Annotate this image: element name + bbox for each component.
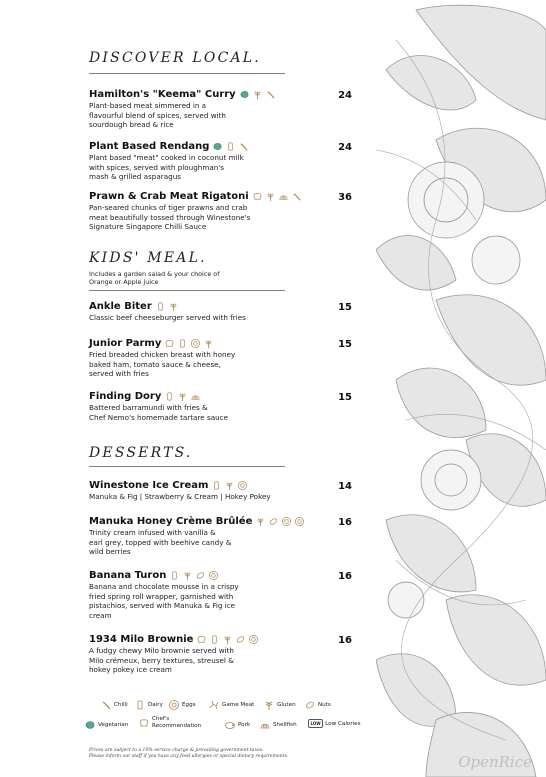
chilli-icon [238,141,249,152]
dairy-icon [211,480,222,491]
item-name: Winestone Ice Cream [89,480,209,491]
item-desc-line: Battered barramundi with fries & [89,403,208,412]
legend-label-group [152,716,201,729]
legend-label: Nuts [318,702,331,708]
nuts-icon [268,516,279,527]
item-desc-line: served with fries [89,369,149,379]
gluten-icon [252,89,263,100]
chilli-icon [265,89,276,100]
item-desc-line: Signature Singapore Chilli Sauce [89,222,207,232]
menu-item [89,516,351,557]
legend-label: Chef's [152,716,170,722]
item-desc-line: Chef Nemo's homemade tartare sauce [89,412,229,422]
shellfish-icon [190,391,201,402]
dairy-icon [155,301,166,312]
item-desc-line: Banana and chocolate mousse in a crispy [89,582,239,591]
menu-item [89,89,351,130]
chilli-icon [100,699,112,711]
footer-note [89,748,288,760]
item-price: 36 [338,192,352,203]
eggs-icon [208,570,219,581]
gluten-icon [265,191,276,202]
legend-chefs-recommendation [138,716,201,729]
eggs-icon [168,699,180,711]
item-desc-line: Pan-seared chunks of tiger prawns and crab [89,203,248,212]
item-desc-line: fried spring roll wrapper, garnished with [89,591,234,601]
menu-item [89,570,351,620]
gluten-icon [263,699,275,711]
chilli-icon [291,191,302,202]
item-name: Ankle Biter [89,301,152,312]
item-desc-line: A fudgy chewy Milo brownie served with [89,646,234,655]
legend-eggs [168,699,196,711]
gluten-icon [224,480,235,491]
menu-item [89,480,351,502]
eggs-icon [190,338,201,349]
section-title-kids: KIDS' MEAL. [89,250,207,266]
item-price: 15 [338,339,352,350]
legend-nuts [304,699,331,711]
item-price: 16 [338,571,352,582]
vegetarian-icon [212,141,223,152]
item-price: 15 [338,302,352,313]
legend-label: Shellfish [273,722,297,728]
item-desc-line: flavourful blend of spices, served with [89,110,226,120]
item-name: Junior Parmy [89,338,162,349]
dairy-icon [209,634,220,645]
item-name: Hamilton's "Keema" Curry [89,89,236,100]
item-desc-line: mash & grilled asparagus [89,172,181,182]
item-desc-line: Classic beef cheeseburger served with fries [89,313,246,322]
legend-game-meat [208,699,254,711]
legend-chilli [100,699,128,711]
menu-item [89,301,351,323]
kids-note-line: Orange or Apple juice [89,278,159,286]
menu-item [89,634,351,675]
item-desc-line: cream [89,610,112,620]
legend-label: Low Calories [325,720,361,727]
shellfish-icon [259,719,271,731]
item-desc-line: sourdough bread & rice [89,120,174,130]
chefs-recommendation-icon [252,191,263,202]
legend-label: Game Meat [222,702,255,708]
legend-label: Dairy [148,702,163,708]
item-name: Banana Turon [89,570,167,581]
legend-label: Chilli [114,702,128,708]
dairy-icon [225,141,236,152]
game-meat-icon [208,699,220,711]
item-desc-line: hokey pokey ice cream [89,665,172,675]
item-desc-line: Plant-based meat simmered in a [89,101,207,110]
item-desc-line: Milo crémeux, berry textures, streusel & [89,655,234,665]
legend-label: Recommendation [152,722,202,729]
section-rule [89,73,285,74]
floral-illustration [376,0,546,777]
item-price: 16 [338,635,352,646]
item-price: 15 [338,392,352,403]
gluten-icon [177,391,188,402]
item-price: 14 [338,481,352,492]
legend-pork [224,719,250,731]
item-desc-line: Fried breaded chicken breast with honey [89,350,236,359]
kids-note [89,270,219,286]
legend-label: Vegetarian [98,722,129,728]
eggs-icon [294,516,305,527]
footer-line: Prices are subject to a 10% service charge & prevailing government taxes. [89,748,264,753]
dairy-icon [164,391,175,402]
kids-note-line: Includes a garden salad & your choice of [89,270,220,278]
item-desc-line: Plant based "meat" cooked in coconut milk [89,153,244,162]
dairy-icon [177,338,188,349]
item-name: Finding Dory [89,391,162,402]
menu-item [89,141,351,182]
item-price: 24 [338,142,352,153]
nuts-icon [235,634,246,645]
item-desc-line: meat beautifully tossed through Winestone's [89,212,251,222]
gluten-icon [182,570,193,581]
item-price: 24 [338,90,352,101]
legend-low-calories [308,719,361,728]
vegetarian-icon [239,89,250,100]
legend-label: Gluten [277,702,296,708]
item-desc-line: with spices, served with ploughman's [89,162,225,172]
item-desc-line: Trinity cream infused with vanilla & [89,528,216,537]
gluten-icon [203,338,214,349]
gluten-icon [168,301,179,312]
footer-line: Please inform our staff if you have any food allergies or special dietary requirements. [89,754,289,759]
nuts-icon [195,570,206,581]
eggs-icon [237,480,248,491]
section-title-desserts: DESSERTS. [89,445,193,461]
item-desc-line: earl grey, topped with beehive candy & [89,537,232,547]
legend-label: Pork [238,722,251,728]
section-rule [89,290,285,291]
item-desc-line: baked ham, tomato sauce & cheese, [89,359,221,369]
item-name: 1934 Milo Brownie [89,634,194,645]
gluten-icon [222,634,233,645]
item-desc-line: pistachios, served with Manuka & Fig ice [89,601,236,611]
chefs-recommendation-icon [196,634,207,645]
menu-item [89,191,351,232]
menu-item [89,391,351,422]
menu-item [89,338,351,379]
eggs-icon [281,516,292,527]
section-rule [89,466,285,467]
nuts-icon [304,699,316,711]
legend-gluten [263,699,296,711]
vegetarian-icon [84,719,96,731]
chefs-recommendation-icon [138,717,150,729]
gluten-icon [255,516,266,527]
item-name: Plant Based Rendang [89,141,210,152]
legend-shellfish [259,719,297,731]
dairy-icon [169,570,180,581]
dairy-icon [134,699,146,711]
item-price: 16 [338,517,352,528]
item-desc-line: Manuka & Fig | Strawberry & Cream | Hokey Pokey [89,492,271,501]
eggs-icon [248,634,259,645]
chefs-recommendation-icon [164,338,175,349]
watermark: OpenRice [458,753,532,771]
section-title-discover: DISCOVER LOCAL. [89,50,261,66]
shellfish-icon [278,191,289,202]
item-name: Prawn & Crab Meat Rigatoni [89,191,249,202]
legend-vegetarian [84,719,128,731]
legend-label: Eggs [182,702,196,708]
legend-dairy [134,699,163,711]
low-calories-icon: LOW [308,719,323,728]
item-name: Manuka Honey Crème Brûlée [89,516,253,527]
item-desc-line: wild berries [89,547,131,557]
pork-icon [224,719,236,731]
